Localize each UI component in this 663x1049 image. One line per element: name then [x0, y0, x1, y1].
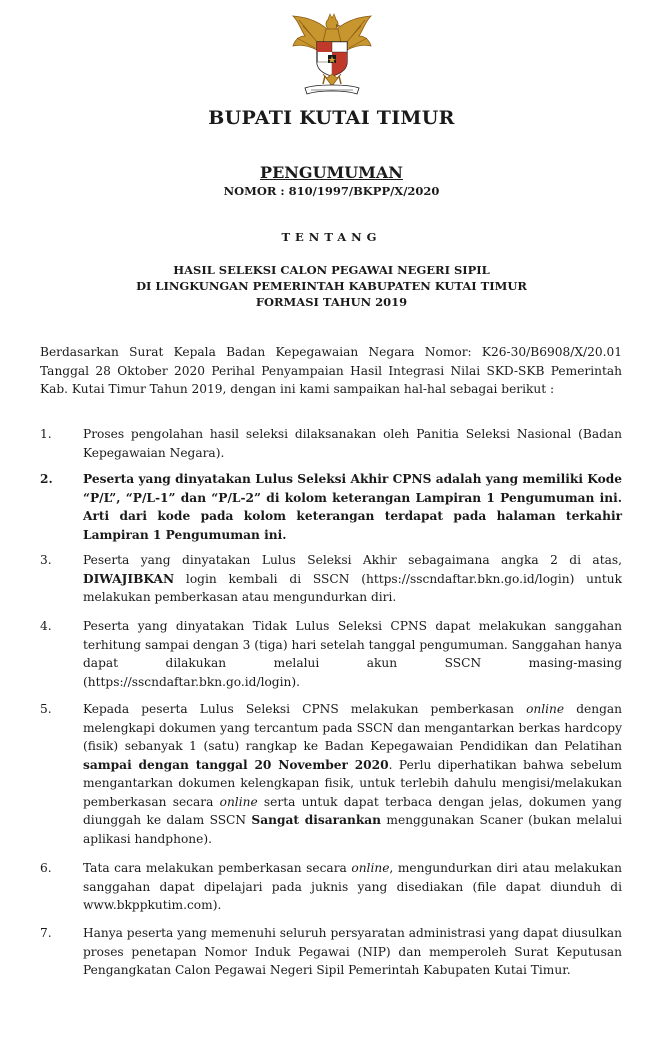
item-number: 1.	[40, 427, 52, 441]
item-text-part: dengan melengkapi dokumen yang tercantum pada SSCN dan mengantarkan berkas hardcopy (fisik) sebanyak 1 (satu) rangkap ke Badan Kepegawaian Pendidikan dan Pelatihan	[83, 702, 623, 753]
item-text-part: . Perlu diperhatikan bahwa sebelum mengantarkan dokumen kelengkapan fisik, untuk terlebih dahulu mengisi/melakukan pemberkasan secara	[83, 757, 622, 809]
item-text-part: , mengundurkan diri atau melakukan sanggahan dapat dipelajari pada juknis yang disediakan (file dapat diunduh di www.bkppkutim.com).	[83, 861, 622, 912]
item-text	[83, 700, 622, 848]
item-text-italic: online	[219, 794, 258, 809]
item-text: Proses pengolahan hasil seleksi dilaksanakan oleh Panitia Seleksi Nasional (Badan Kepegawaian Negara).	[83, 427, 622, 460]
garuda-pancasila-emblem-icon	[287, 12, 377, 100]
item-text	[83, 859, 622, 915]
subject-line: FORMASI TAHUN 2019	[255, 295, 408, 309]
item-number: 2.	[40, 472, 53, 486]
item-text-part: login kembali di SSCN (https://sscndaftar.bkn.go.id/login) untuk melakukan pemberkasan atau mengundurkan diri.	[83, 571, 622, 604]
item-text-bold: sampai dengan tanggal 20 November 2020	[83, 757, 389, 772]
item-text-italic: online	[526, 702, 565, 716]
item-text-bold: Sangat disarankan	[251, 813, 382, 827]
item-number: 6.	[40, 861, 52, 875]
item-text: Peserta yang dinyatakan Tidak Lulus Seleksi CPNS dapat melakukan sanggahan terhitung sampai dengan 3 (tiga) hari setelah tanggal pengumuman. Sanggahan hanya dapat dilakukan melalui akun SSCN masing-masing (https://sscndaftar.bkn.go.id/login).	[83, 619, 622, 689]
issuer-heading: BUPATI KUTAI TIMUR	[208, 107, 455, 129]
announcement-subject	[0, 262, 663, 310]
item-text-part: serta untuk dapat terbaca dengan jelas, dokumen yang diunggah ke dalam SSCN	[83, 794, 622, 827]
item-number: 7.	[40, 926, 52, 940]
item-text: Hanya peserta yang memenuhi seluruh persyaratan administrasi yang dapat diusulkan proses penetapan Nomor Induk Pegawai (NIP) dan memperoleh Surat Keputusan Pengangkatan Calon Pegawai Negeri Sipil Pemerintah Kabupaten Kutai Timur.	[83, 926, 622, 977]
about-label: TENTANG	[281, 230, 382, 244]
announcement-number: NOMOR : 810/1997/BKPP/X/2020	[223, 184, 440, 198]
item-number: 4.	[40, 619, 52, 633]
subject-line: HASIL SELEKSI CALON PEGAWAI NEGERI SIPIL	[173, 263, 490, 277]
subject-line: DI LINGKUNGAN PEMERINTAH KABUPATEN KUTAI TIMUR	[136, 279, 527, 293]
item-number: 3.	[40, 553, 52, 567]
item-text-bold: DIWAJIBKAN	[83, 571, 175, 586]
item-text-part: Tata cara melakukan pemberkasan secara	[83, 861, 352, 875]
item-text-part: Kepada peserta Lulus Seleksi CPNS melakukan pemberkasan	[83, 702, 527, 716]
item-text-part: Peserta yang dinyatakan Lulus Seleksi Akhir sebagaimana angka 2 di atas,	[83, 553, 622, 567]
item-text-part: menggunakan Scaner (bukan melalui aplikasi handphone).	[83, 813, 622, 846]
item-text	[83, 551, 622, 607]
intro-paragraph: Berdasarkan Surat Kepala Badan Kepegawaian Negara Nomor: K26-30/B6908/X/20.01 Tanggal 28 Oktober 2020 Perihal Penyampaian Hasil Integrasi Nilai SKD-SKB Pemerintah Kab. Kutai Timur Tahun 2019, dengan ini kami sampaikan hal-hal sebagai berikut :	[40, 345, 622, 396]
announcement-title: PENGUMUMAN	[260, 163, 403, 182]
item-text: Peserta yang dinyatakan Lulus Seleksi Akhir CPNS adalah yang memiliki Kode “P/L”, “P/L-1” dan “P/L-2” di kolom keterangan Lampiran 1 Pengumuman ini. Arti dari kode pada kolom keterangan terdapat pada halaman terkahir Lampiran 1 Pengumuman ini.	[83, 472, 622, 542]
item-number: 5.	[40, 702, 52, 716]
item-text-italic: online	[351, 861, 390, 875]
